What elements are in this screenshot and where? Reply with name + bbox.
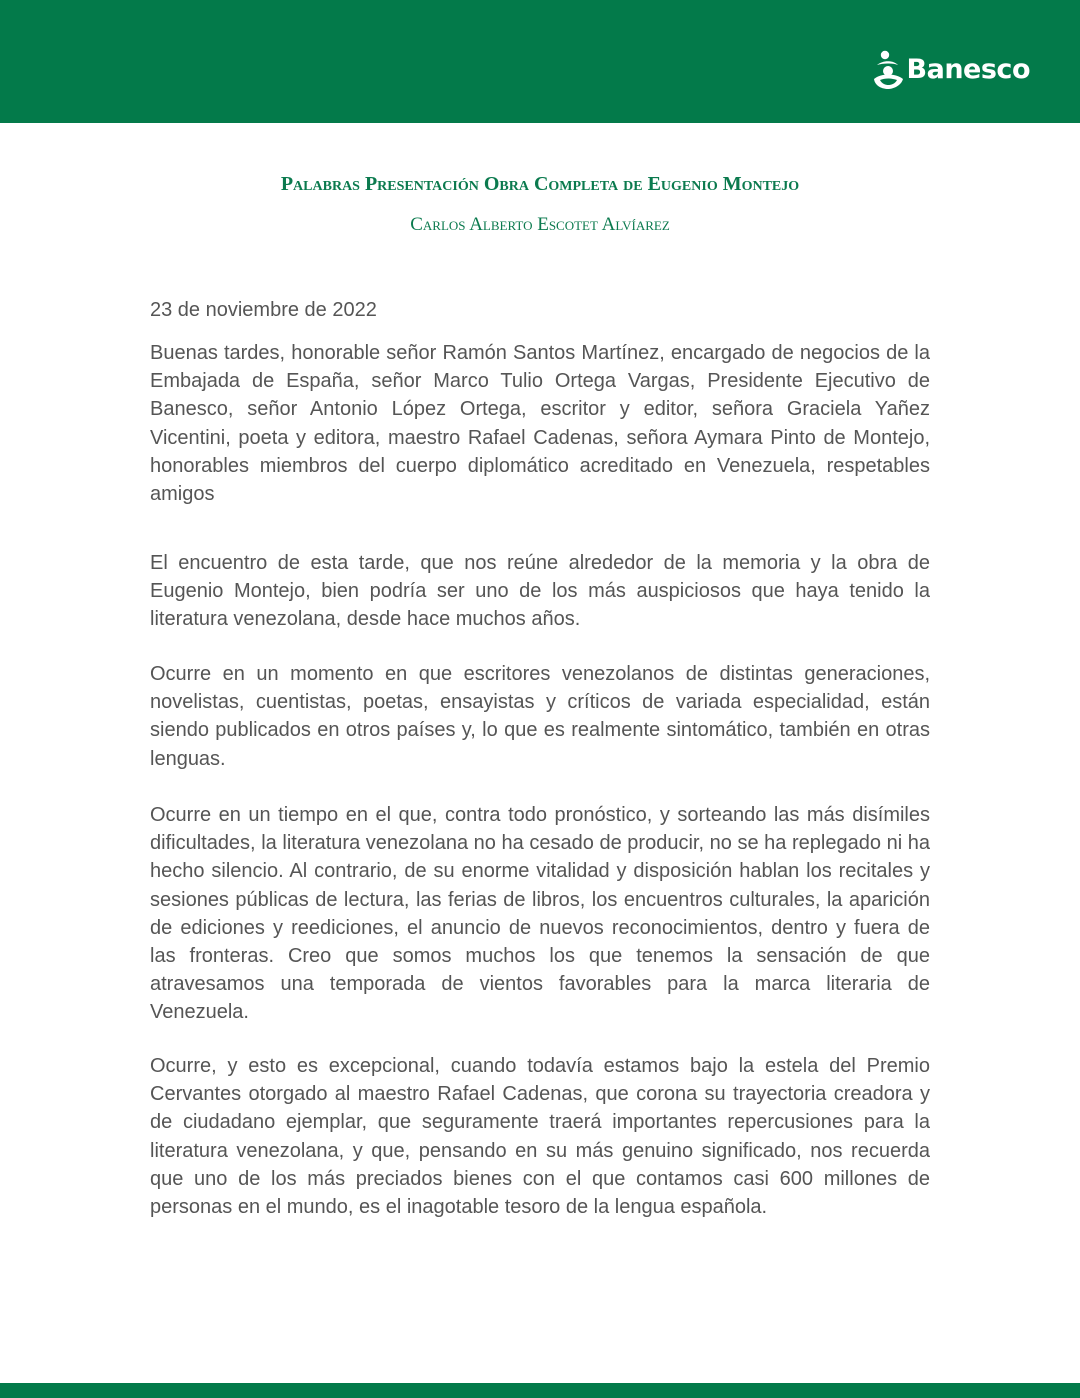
paragraph-5: Ocurre, y esto es excepcional, cuando todavía estamos bajo la estela del Premio Cervantes otorgado al maestro Rafael Cadenas, que corona su trayectoria creadora y de ciudadano ejemplar, que seguramente traerá importantes repercusiones para la literatura venezolana, y que, pensando en su más genuino significado, nos recuerda que uno de los más preciados bienes con el que contamos casi 600 millones de personas en el mundo, es el inagotable tesoro de la lengua española. bbox=[150, 1055, 930, 1219]
brand-name: Banesco bbox=[906, 53, 1030, 85]
paragraph-4: Ocurre en un tiempo en el que, contra todo pronóstico, y sorteando las más disímiles dificultades, la literatura venezolana no ha cesado de producir, no se ha replegado ni ha hecho silencio. Al contrario, de su enorme vitalidad y disposición hablan los recitales y sesiones públicas de lectura, las ferias de libros, los encuentros culturales, la aparición de ediciones y reediciones, el anuncio de nuevos reconocimientos, dentro y fuera de las fronteras. Creo que somos muchos los que tenemos la sensación de que atravesamos una temporada de vientos favorables para la marca literaria de Venezuela. bbox=[150, 804, 930, 1024]
header-bar bbox=[0, 0, 1080, 123]
document-date: 23 de noviembre de 2022 bbox=[150, 299, 377, 321]
banesco-people-icon bbox=[871, 49, 905, 89]
footer-bar bbox=[0, 1383, 1080, 1398]
document-author: Carlos Alberto Escotet Alvíarez bbox=[410, 214, 670, 235]
paragraph-3: Ocurre en un momento en que escritores venezolanos de distintas generaciones, novelistas, cuentistas, poetas, ensayistas y críticos de variada especialidad, están siendo publicados en otros países y, lo que es realmente sintomático, también en otras lenguas. bbox=[150, 663, 930, 770]
paragraph-1: Buenas tardes, honorable señor Ramón Santos Martínez, encargado de negocios de la Embajada de España, señor Marco Tulio Ortega Vargas, Presidente Ejecutivo de Banesco, señor Antonio López Ortega, escritor y editor, señora Graciela Yañez Vicentini, poeta y editora, maestro Rafael Cadenas, señora Aymara Pinto de Montejo, honorables miembros del cuerpo diplomático acreditado en Venezuela, respetables amigos bbox=[150, 342, 930, 506]
banesco-logo bbox=[871, 47, 1030, 91]
paragraph-2: El encuentro de esta tarde, que nos reúne alrededor de la memoria y la obra de Eugenio Montejo, bien podría ser uno de los más auspiciosos que haya tenido la literatura venezolana, desde hace muchos años. bbox=[150, 552, 930, 631]
document-title: Palabras Presentación Obra Completa de Eugenio Montejo bbox=[280, 173, 800, 195]
